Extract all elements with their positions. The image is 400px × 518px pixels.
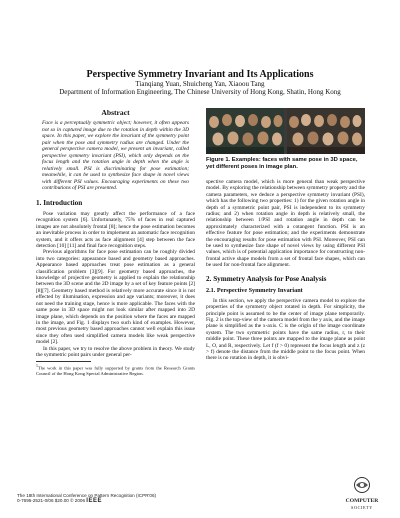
computer-society-emblem-icon bbox=[352, 476, 372, 494]
footnote: $^1$The work in this paper was fully supported by grants from the Research Grants Council of the Hong Kong Special Administrative Region. bbox=[36, 364, 195, 377]
abstract-heading: Abstract bbox=[101, 108, 130, 117]
page-footer bbox=[17, 493, 156, 504]
section-heading-introduction: 1. Introduction bbox=[36, 199, 83, 208]
intro-paragraph-3: In this paper, we try to resolve the above problem in theory. We study the symmetric point pairs under general per- bbox=[36, 345, 195, 358]
right-column bbox=[206, 108, 365, 362]
logo-text-computer: COMPUTER bbox=[345, 498, 379, 504]
ieee-logo: IEEE bbox=[86, 498, 102, 505]
footnote-text: The work in this paper was fully supported by grants from the Research Grants Council of the Hong Kong Special Administrative Region. bbox=[36, 365, 195, 377]
figure-1-caption: Figure 1. Examples: faces with same pose in 3D space, yet different poses in image plan. bbox=[206, 157, 358, 170]
figure-1-photos bbox=[206, 108, 365, 154]
footer-conference: The 18th International Conference on Pattern Recognition (ICPR'06) bbox=[17, 493, 157, 498]
paper-authors: Tianqiang Yuan, Shuicheng Yan, Xiaoou Tang bbox=[135, 80, 265, 88]
section-heading-symmetry-analysis: 2. Symmetry Analysis for Pose Analysis bbox=[206, 274, 327, 283]
footer-isbn-line bbox=[17, 498, 156, 504]
figure-1-image bbox=[206, 108, 365, 154]
intro-paragraph-continued: spective camera model, which is more general than weak perspective model. By exploring the relationship between symmetry property and the camera parameters, we deduce a perspective symmetry invariant (PSI), which has the following two properties: 1) for the given rotation angle in depth of a symmetric point pair, PSI is independent to its symmetry radius; and 2) when rotation angle in depth is relatively small, the relationship between 1/PSI and rotation angle in depth can be approximately characterized with a cotangent function. PSI is an effective feature for pose estimation; and the experiments demonstrate the encouraging results for pose estimation with PSI. Moreover, PSI can be used to synthesize face shape of novel views by using different PSI values, which is of potential application importance for constructing non-frontal active shape models from a set of frontal face shapes, which can be used for non-frontal face alignment. bbox=[206, 179, 365, 269]
logo-text-society: SOCIETY bbox=[351, 504, 373, 510]
psi-paragraph: In this section, we apply the perspective camera model to explore the properties of the symmetry object rotated in depth. For simplicity, the principle point is assumed to be the center of image plane temporarily. Fig. 2 is the top-view of the camera model from the y axis, and the image plane is simplified as the x-axis. C is the origin of the image coordinate system. The two symmetric points have the same radius, r, to their middle point. These three points are mapped to the image plane as point L, O, and R, respectively. Let f (f > 0) represent the focus length and z (z > f) denote the distance from the middle point to the focus point. When there is no rotation in depth, it is obvi- bbox=[206, 297, 365, 362]
footer-isbn: 0-7695-2521-0/06 $20.00 © 2006 bbox=[17, 498, 86, 504]
paper-title: Perspective Symmetry Invariant and Its Applications bbox=[86, 69, 314, 80]
paper-affiliation: Department of Information Engineering, The Chinese University of Hong Kong, Shatin, Hong Kong bbox=[59, 88, 341, 96]
subsection-heading-psi: 2.1. Perspective Symmetry Invariant bbox=[206, 286, 303, 294]
abstract-text: Face is a perceptually symmetric object; however, it often appears not so in captured image due to the rotation in depth within the 3D space. In this paper, we explore the invariant of the symmetry point pair when the pose and symmetry radius are changed. Under the general perspective camera model, we present an invariant, called perspective symmetry invariant (PSI), which only depends on the focus length and the rotation angle in depth when the angle is relatively small. PSI is discriminating for pose estimation; meanwhile, it can be used to synthesize face shape in novel views with different PSI values. Encouraging experiments on these two contributions of PSI are presented. bbox=[42, 120, 189, 192]
footnote-divider bbox=[36, 361, 91, 362]
intro-paragraph-2: Previous algorithms for face pose estimation can be roughly divided into two categories: appearance based and geometry based approaches. Appearance based approaches treat pose estimation as a general classification problem [3][9]. For geometry based approaches, the knowledge of projective geometry is applied to explain the relationship between the 3D scene and the 2D image by a set of key feature points [2][8][7]. Geometry based method is relatively more accurate since it is not effected by illumination, expression and age variants; moreover, it does not need the training stage, hence is more applicable. The faces with the same pose in 3D space might not look similar after mapped into 2D image plane, which depends on the position where the faces are mapped in the image, and Fig. 1 displays two such kind of examples. However, most previous geometry based approaches cannot well explain this issue since they often used simplified camera models like weak perspective model [2]. bbox=[36, 249, 195, 346]
computer-society-logo bbox=[336, 476, 388, 514]
left-column bbox=[36, 108, 195, 377]
intro-paragraph-1: Pose variation may greatly affect the performance of a face recognition system [6]. Unfortunately, 75% of faces in real captured images are not absolutely frontal [8]; hence the pose estimation becomes an inevitable process in order to implement an automatic face recognition system, and it offers acts as face alignment [4] step between the face detection [10] [11] and final face recognition steps. bbox=[36, 211, 195, 250]
